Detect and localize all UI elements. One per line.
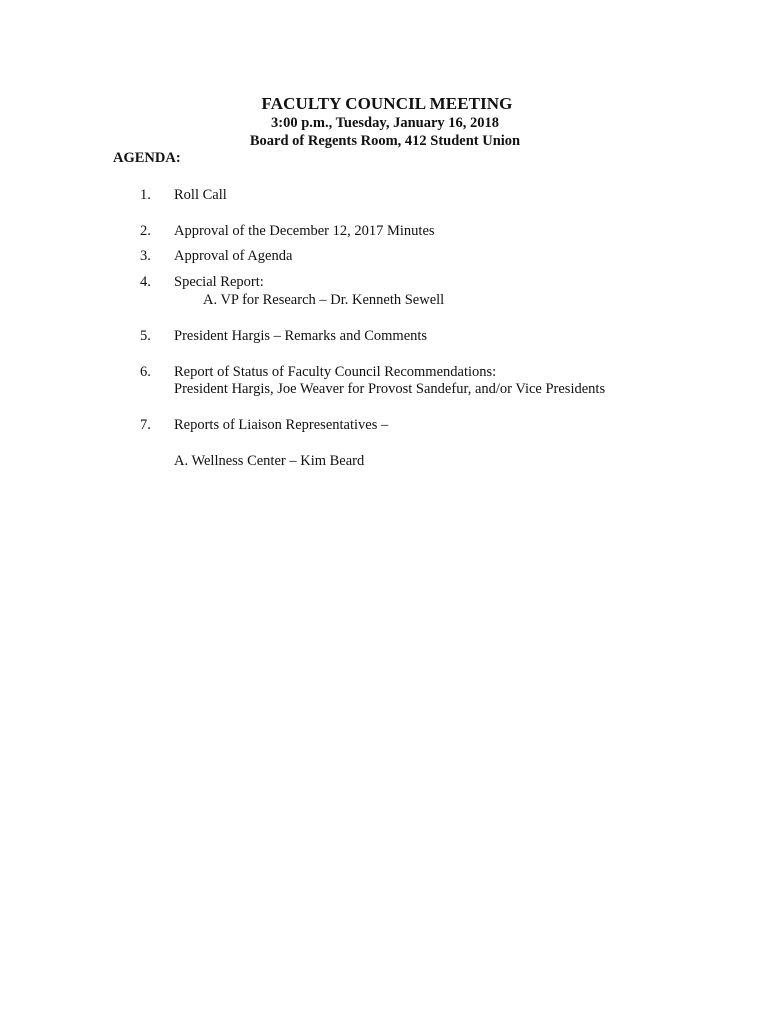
- agenda-item-number: 7.: [140, 417, 151, 433]
- agenda-item-text: President Hargis – Remarks and Comments: [174, 328, 428, 344]
- agenda-item-text-line2: President Hargis, Joe Weaver for Provost Sandefur, and/or Vice Presidents: [174, 381, 606, 397]
- liaison-item: A. Wellness Center – Kim Beard: [174, 453, 365, 469]
- agenda-item-number: 3.: [140, 248, 151, 264]
- meeting-title: FACULTY COUNCIL MEETING: [261, 94, 513, 113]
- agenda-item-text: Roll Call: [174, 187, 227, 203]
- agenda-item-text: Approval of the December 12, 2017 Minutes: [174, 223, 435, 239]
- agenda-item-number: 6.: [140, 364, 151, 380]
- agenda-item-text: Special Report:: [174, 274, 264, 290]
- agenda-item-text: Approval of Agenda: [174, 248, 293, 264]
- agenda-item-number: 4.: [140, 274, 151, 290]
- meeting-datetime: 3:00 p.m., Tuesday, January 16, 2018: [270, 115, 500, 131]
- agenda-item-text: Reports of Liaison Representatives –: [174, 417, 389, 433]
- agenda-item-text: Report of Status of Faculty Council Recommendations:: [174, 364, 497, 380]
- agenda-item-number: 2.: [140, 223, 151, 239]
- agenda-item-number: 1.: [140, 187, 151, 203]
- agenda-subitem-text: A. VP for Research – Dr. Kenneth Sewell: [203, 292, 445, 308]
- agenda-item-number: 5.: [140, 328, 151, 344]
- agenda-label: AGENDA:: [113, 150, 181, 166]
- meeting-location: Board of Regents Room, 412 Student Union: [249, 133, 521, 149]
